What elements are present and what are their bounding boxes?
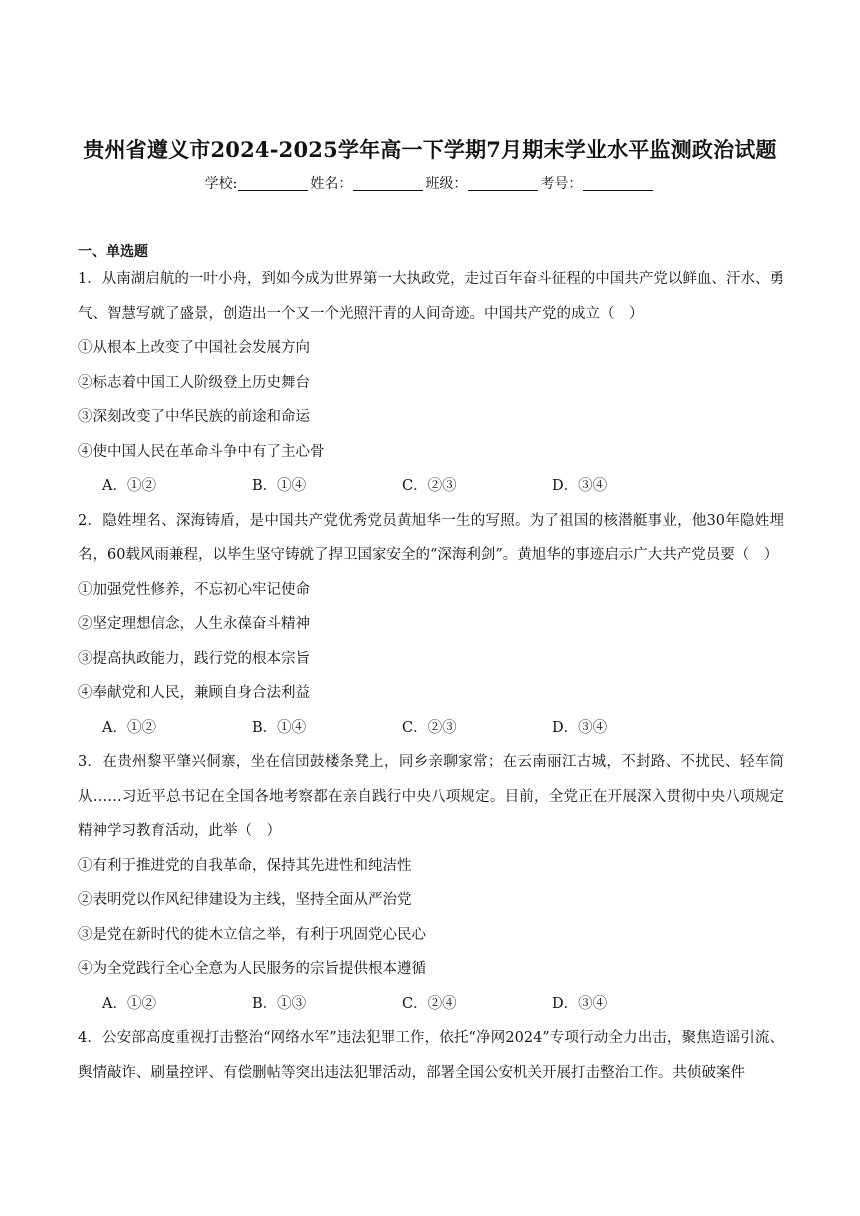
statement-option: ②标志着中国工人阶级登上历史舞台 — [78, 374, 310, 391]
statement-option: ①加强党性修养，不忘初心牢记使命 — [78, 581, 310, 598]
statement-option: ④奉献党和人民，兼顾自身合法利益 — [78, 685, 310, 701]
question-3 — [78, 745, 784, 1021]
statement-option: ④使中国人民在革命斗争中有了主心骨 — [78, 443, 325, 460]
statement-option: ③提高执政能力，践行党的根本宗旨 — [78, 650, 310, 667]
statement-option: ①有利于推进党的自我革命，保持其先进性和纯洁性 — [78, 857, 412, 874]
statement-option: ③是党在新时代的徙木立信之举，有利于巩固党心民心 — [78, 926, 426, 943]
choice-d[interactable]: D．③④ — [552, 478, 608, 494]
choice-b[interactable]: B．①④ — [252, 719, 307, 736]
question-4 — [78, 1021, 784, 1090]
choice-c[interactable]: C．②④ — [402, 995, 457, 1012]
choice-a[interactable]: A．①② — [102, 995, 156, 1012]
statement-option: ②表明党以作风纪律建设为主线，坚持全面从严治党 — [78, 892, 412, 908]
choice-c[interactable]: C．②③ — [402, 478, 457, 494]
choice-b[interactable]: B．①④ — [252, 478, 307, 494]
section-title: 一、单选题 — [78, 244, 148, 260]
question-stem: 4．公安部高度重视打击整治“网络水军”违法犯罪工作，依托“净网2024”专项行动全力出击，聚焦造谣引流、舆情敲诈、刷量控评、有偿删帖等突出违法犯罪活动，部署全国公安机关开展打击整治工作。共侦破案件 — [78, 1030, 784, 1081]
question-2 — [78, 504, 784, 746]
answer-choices — [78, 987, 784, 1022]
choice-d[interactable]: D．③④ — [552, 995, 608, 1012]
name-label: 姓名： — [310, 176, 353, 192]
student-info-line — [0, 173, 860, 193]
question-stem: 1．从南湖启航的一叶小舟，到如今成为世界第一大执政党，走过百年奋斗征程的中国共产党以鲜血、汗水、勇气、智慧写就了盛景，创造出一个又一个光照汗青的人间奇迹。中国共产党的成立（ ） — [78, 271, 784, 322]
name-blank[interactable] — [353, 176, 423, 191]
questions-container — [78, 262, 784, 1090]
question-stem: 3．在贵州黎平肇兴侗寨，坐在信団鼓楼条凳上，同乡亲聊家常；在云南丽江古城，不封路、不扰民、轻车简从……习近平总书记在全国各地考察都在亲自践行中央八项规定。目前，全党正在开展深入贯彻中央八项规定精神学习教育活动，此举（ ） — [78, 754, 784, 839]
answer-choices — [78, 469, 784, 504]
class-blank[interactable] — [468, 176, 538, 191]
school-label: 学校: — [204, 176, 238, 192]
choice-a[interactable]: A．①② — [102, 478, 156, 494]
choice-b[interactable]: B．①③ — [252, 995, 307, 1012]
statement-option: ④为全党践行全心全意为人民服务的宗旨提供根本遵循 — [78, 961, 426, 977]
choice-d[interactable]: D．③④ — [552, 719, 608, 736]
answer-choices — [78, 711, 784, 746]
school-blank[interactable] — [238, 176, 308, 191]
choice-c[interactable]: C．②③ — [402, 719, 457, 736]
exam-no-label: 考号： — [540, 176, 583, 192]
exam-no-blank[interactable] — [583, 176, 653, 191]
statement-option: ①从根本上改变了中国社会发展方向 — [78, 340, 310, 356]
choice-a[interactable]: A．①② — [102, 719, 156, 736]
statement-option: ②坚定理想信念，人生永葆奋斗精神 — [78, 616, 310, 632]
question-stem: 2．隐姓埋名、深海铸盾，是中国共产党优秀党员黄旭华一生的写照。为了祖国的核潜艇事业，他30年隐姓埋名，60载风雨兼程，以毕生坚守铸就了捍卫国家安全的“深海利剑”。黄旭华的事迹启示广大共产党员要（ ） — [78, 512, 784, 563]
question-1 — [78, 262, 784, 504]
class-label: 班级： — [425, 176, 468, 192]
page-title: 贵州省遵义市2024-2025学年高一下学期7月期末学业水平监测政治试题 — [83, 137, 777, 162]
statement-option: ③深刻改变了中华民族的前途和命运 — [78, 409, 310, 425]
